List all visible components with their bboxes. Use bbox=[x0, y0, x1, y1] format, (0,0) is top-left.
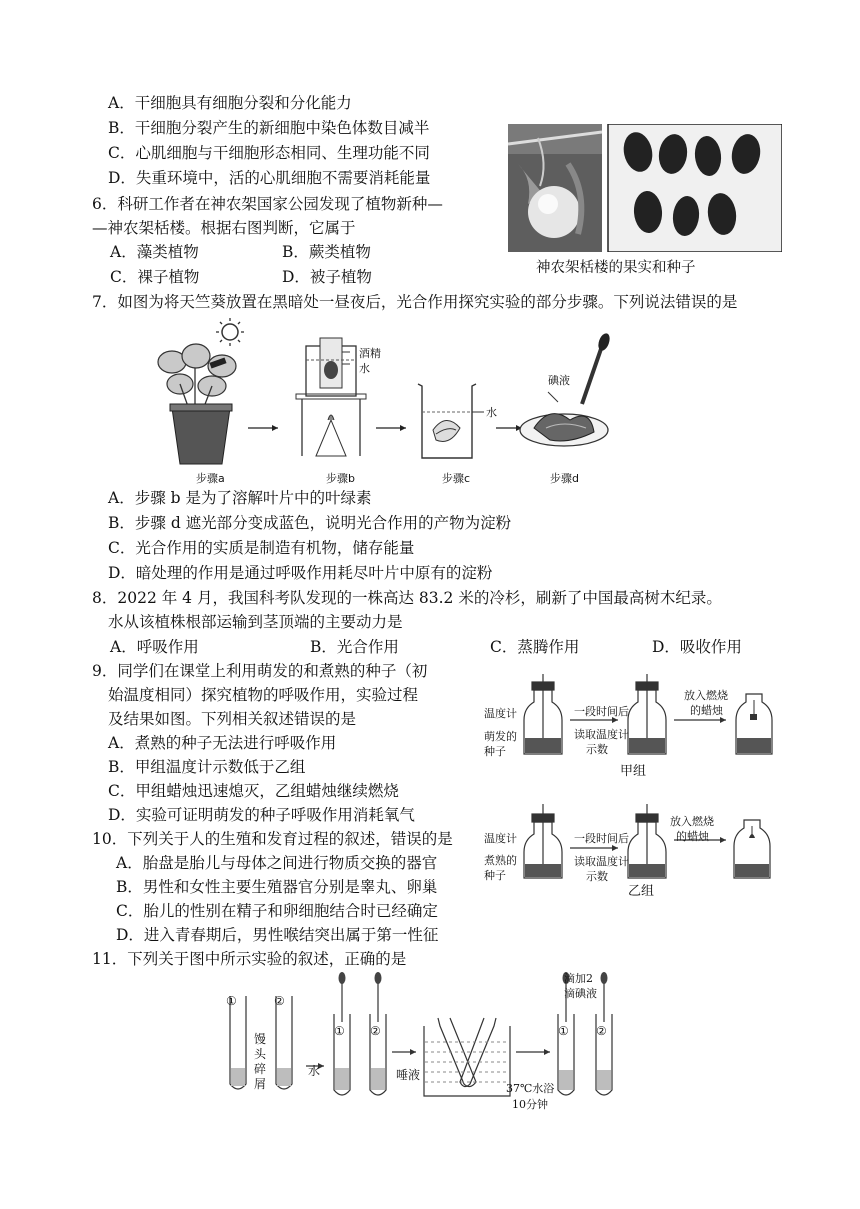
q6-option-a: A．藻类植物 bbox=[110, 243, 199, 261]
q9-label-read-1b: 示数 bbox=[586, 743, 608, 756]
q11-label-saliva: 唾液 bbox=[396, 1068, 421, 1082]
q6-stem-line2: —神农架栝楼。根据右图判断，它属于 bbox=[92, 219, 356, 237]
q9-label-candle-1a: 放入燃烧 bbox=[684, 689, 728, 702]
q9-label-after-time-2: 一段时间后 bbox=[574, 832, 629, 845]
q11-label-bath-1: 37℃水浴 bbox=[506, 1082, 555, 1095]
q9-label-germinating-2: 种子 bbox=[484, 745, 506, 758]
q6-figure-caption: 神农架栝楼的果实和种子 bbox=[536, 260, 696, 276]
q9-label-group-jia: 甲组 bbox=[620, 764, 647, 779]
q9-label-read-2b: 示数 bbox=[586, 870, 608, 883]
q8-option-d: D．吸收作用 bbox=[652, 638, 742, 656]
q7-option-d: D．暗处理的作用是通过呼吸作用耗尽叶片中原有的淀粉 bbox=[108, 564, 493, 582]
q5-option-b: B．干细胞分裂产生的新细胞中染色体数目减半 bbox=[108, 119, 430, 137]
q9-label-thermometer-1: 温度计 bbox=[484, 707, 517, 720]
q11-label-iodine-2: 滴碘液 bbox=[564, 987, 597, 1000]
q6-option-d: D．被子植物 bbox=[282, 268, 372, 286]
q8-option-a: A．呼吸作用 bbox=[110, 638, 199, 656]
q9-respiration-figure bbox=[478, 668, 782, 898]
q10-option-b: B．男性和女性主要生殖器官分别是睾丸、卵巢 bbox=[116, 878, 438, 896]
q11-tube2-label-b: ② bbox=[370, 1024, 381, 1038]
q7-label-water-c: 水 bbox=[486, 406, 497, 419]
q9-label-germinating-1: 萌发的 bbox=[484, 730, 517, 743]
q11-tube2-label-c: ② bbox=[596, 1024, 607, 1038]
q10-stem: 10．下列关于人的生殖和发育过程的叙述，错误的是 bbox=[92, 830, 453, 848]
q5-option-c: C．心肌细胞与干细胞形态相同、生理功能不同 bbox=[108, 144, 430, 162]
q11-label-water: 水 bbox=[308, 1064, 321, 1078]
q9-option-a: A．煮熟的种子无法进行呼吸作用 bbox=[108, 734, 337, 752]
q6-stem-line1: 6．科研工作者在神农架国家公园发现了植物新种— bbox=[92, 195, 443, 213]
q9-label-boiled-1: 煮熟的 bbox=[484, 854, 517, 867]
q9-label-after-time-1: 一段时间后 bbox=[574, 705, 629, 718]
q11-tube2-label-a: ② bbox=[274, 994, 285, 1008]
q8-stem-line1: 8．2022 年 4 月，我国科考队发现的一株高达 83.2 米的冷杉，刷新了中国最高树木纪录。 bbox=[92, 589, 722, 607]
q6-option-b: B．蕨类植物 bbox=[282, 243, 371, 261]
q10-option-d: D．进入青春期后，男性喉结突出属于第一性征 bbox=[116, 926, 439, 944]
q7-experiment-figure bbox=[150, 316, 610, 488]
q8-option-c: C．蒸腾作用 bbox=[490, 638, 580, 656]
q6-fruit-seed-photo bbox=[508, 124, 782, 252]
q11-label-mantou: 馒头碎屑 bbox=[254, 1032, 267, 1091]
q7-stem: 7．如图为将天竺葵放置在黑暗处一昼夜后，光合作用探究实验的部分步骤。下列说法错误的是 bbox=[92, 293, 738, 311]
q11-label-bath-2: 10分钟 bbox=[512, 1098, 548, 1111]
q10-option-a: A．胎盘是胎儿与母体之间进行物质交换的器官 bbox=[116, 854, 438, 872]
q11-tube1-label-b: ① bbox=[334, 1024, 345, 1038]
q9-label-candle-2a: 放入燃烧 bbox=[670, 815, 714, 828]
q9-stem-line2: 始温度相同）探究植物的呼吸作用，实验过程 bbox=[108, 686, 419, 704]
q9-option-d: D．实验可证明萌发的种子呼吸作用消耗氧气 bbox=[108, 806, 415, 824]
q9-stem-line3: 及结果如图。下列相关叙述错误的是 bbox=[108, 710, 357, 728]
q11-tube1-label-c: ① bbox=[558, 1024, 569, 1038]
q7-label-water: 水 bbox=[359, 362, 370, 375]
q7-option-c: C．光合作用的实质是制造有机物，储存能量 bbox=[108, 539, 415, 557]
q8-stem-line2: 水从该植株根部运输到茎顶端的主要动力是 bbox=[108, 613, 403, 631]
q11-stem: 11．下列关于图中所示实验的叙述，正确的是 bbox=[92, 950, 407, 968]
q9-label-read-1a: 读取温度计 bbox=[574, 728, 629, 741]
q5-option-a: A．干细胞具有细胞分裂和分化能力 bbox=[108, 94, 352, 112]
sun-icon bbox=[216, 318, 244, 346]
q5-option-d: D．失重环境中，活的心肌细胞不需要消耗能量 bbox=[108, 169, 431, 187]
q9-label-candle-1b: 的蜡烛 bbox=[690, 704, 723, 717]
q11-tube1-label-a: ① bbox=[226, 994, 237, 1008]
q7-label-iodine: 碘液 bbox=[548, 374, 570, 387]
q7-label-alcohol: 酒精 bbox=[359, 347, 381, 360]
q6-option-c: C．裸子植物 bbox=[110, 268, 200, 286]
q9-label-thermometer-2: 温度计 bbox=[484, 832, 517, 845]
q7-step-a: 步骤a bbox=[196, 472, 225, 485]
q9-option-c: C．甲组蜡烛迅速熄灭，乙组蜡烛继续燃烧 bbox=[108, 782, 399, 800]
q10-option-c: C．胎儿的性别在精子和卵细胞结合时已经确定 bbox=[116, 902, 438, 920]
q9-label-group-yi: 乙组 bbox=[628, 884, 655, 899]
q9-label-read-2a: 读取温度计 bbox=[574, 855, 629, 868]
q7-step-b: 步骤b bbox=[326, 472, 355, 485]
q7-step-c: 步骤c bbox=[442, 472, 471, 485]
q9-label-candle-2b: 的蜡烛 bbox=[676, 830, 709, 843]
q9-label-boiled-2: 种子 bbox=[484, 869, 506, 882]
q11-label-iodine-1: 滴加2 bbox=[564, 972, 593, 985]
q7-step-d: 步骤d bbox=[550, 472, 579, 485]
q9-option-b: B．甲组温度计示数低于乙组 bbox=[108, 758, 306, 776]
q8-option-b: B．光合作用 bbox=[310, 638, 399, 656]
q7-option-b: B．步骤 d 遮光部分变成蓝色，说明光合作用的产物为淀粉 bbox=[108, 514, 512, 532]
q9-stem-line1: 9．同学们在课堂上利用萌发的和煮熟的种子（初 bbox=[92, 662, 428, 680]
q7-option-a: A．步骤 b 是为了溶解叶片中的叶绿素 bbox=[108, 489, 372, 507]
